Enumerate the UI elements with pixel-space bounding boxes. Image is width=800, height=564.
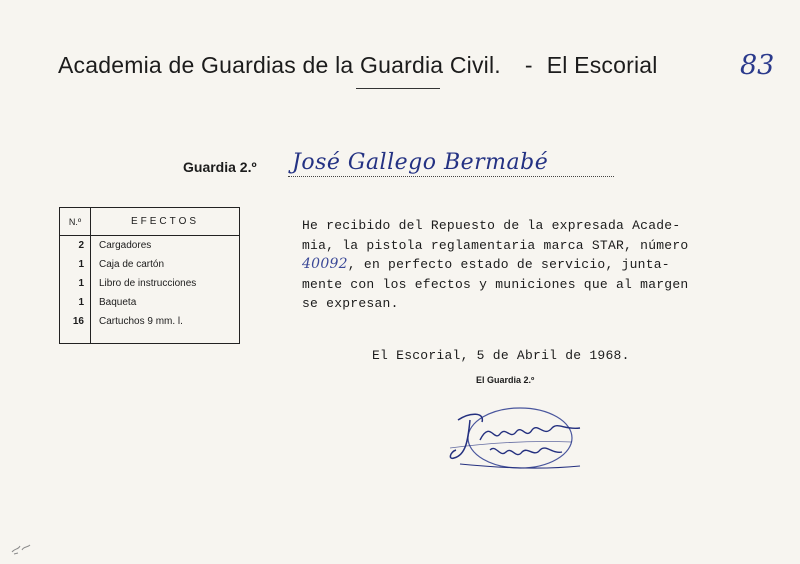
row-item: Cargadores — [99, 240, 152, 251]
receipt-line-3: , en perfecto estado de servicio, junta- — [347, 257, 670, 272]
recipient-name: José Gallego Bermabé — [292, 150, 549, 175]
row-qty: 16 — [72, 316, 84, 327]
table-row — [60, 274, 239, 293]
row-item: Libro de instrucciones — [99, 278, 197, 289]
receipt-line-5: se expresan. — [302, 296, 399, 311]
date-line: El Escorial, 5 de Abril de 1968. — [372, 348, 630, 363]
ink-mark-icon — [10, 540, 36, 556]
row-qty: 1 — [78, 297, 84, 308]
table-row — [60, 312, 239, 331]
effects-table — [59, 207, 240, 344]
effects-table-header — [60, 208, 239, 236]
table-row — [60, 255, 239, 274]
handwritten-signature — [440, 400, 590, 480]
table-divider — [90, 236, 91, 344]
name-dotted-line — [288, 176, 614, 177]
table-row — [60, 293, 239, 312]
recipient-label: Guardia 2.º — [183, 159, 257, 175]
academy-title: Academia de Guardias de la Guardia Civil. — [58, 52, 501, 78]
row-item: Cartuchos 9 mm. l. — [99, 316, 183, 327]
serial-number: 40092 — [302, 256, 348, 272]
row-qty: 2 — [78, 240, 84, 251]
row-qty: 1 — [78, 259, 84, 270]
row-qty: 1 — [78, 278, 84, 289]
row-item: Caja de cartón — [99, 259, 165, 270]
page-number: 83 — [740, 50, 775, 81]
signature-label: El Guardia 2.º — [476, 375, 535, 385]
col-number-header: N.º — [60, 208, 91, 235]
header-location: El Escorial — [546, 52, 658, 78]
header-separator: - — [524, 52, 533, 78]
receipt-line-4: mente con los efectos y municiones que al margen — [302, 276, 689, 292]
table-row — [60, 236, 239, 255]
receipt-line-1: He recibido del Repuesto de la expresada Acade- — [302, 218, 681, 233]
effects-table-body — [60, 236, 239, 344]
col-effects-header: EFECTOS — [130, 216, 200, 227]
receipt-line-2: mia, la pistola reglamentaria marca STAR, número — [302, 237, 689, 253]
header-rule — [356, 88, 440, 89]
row-item: Baqueta — [99, 297, 137, 308]
receipt-text — [302, 216, 782, 314]
document-header — [58, 52, 658, 79]
